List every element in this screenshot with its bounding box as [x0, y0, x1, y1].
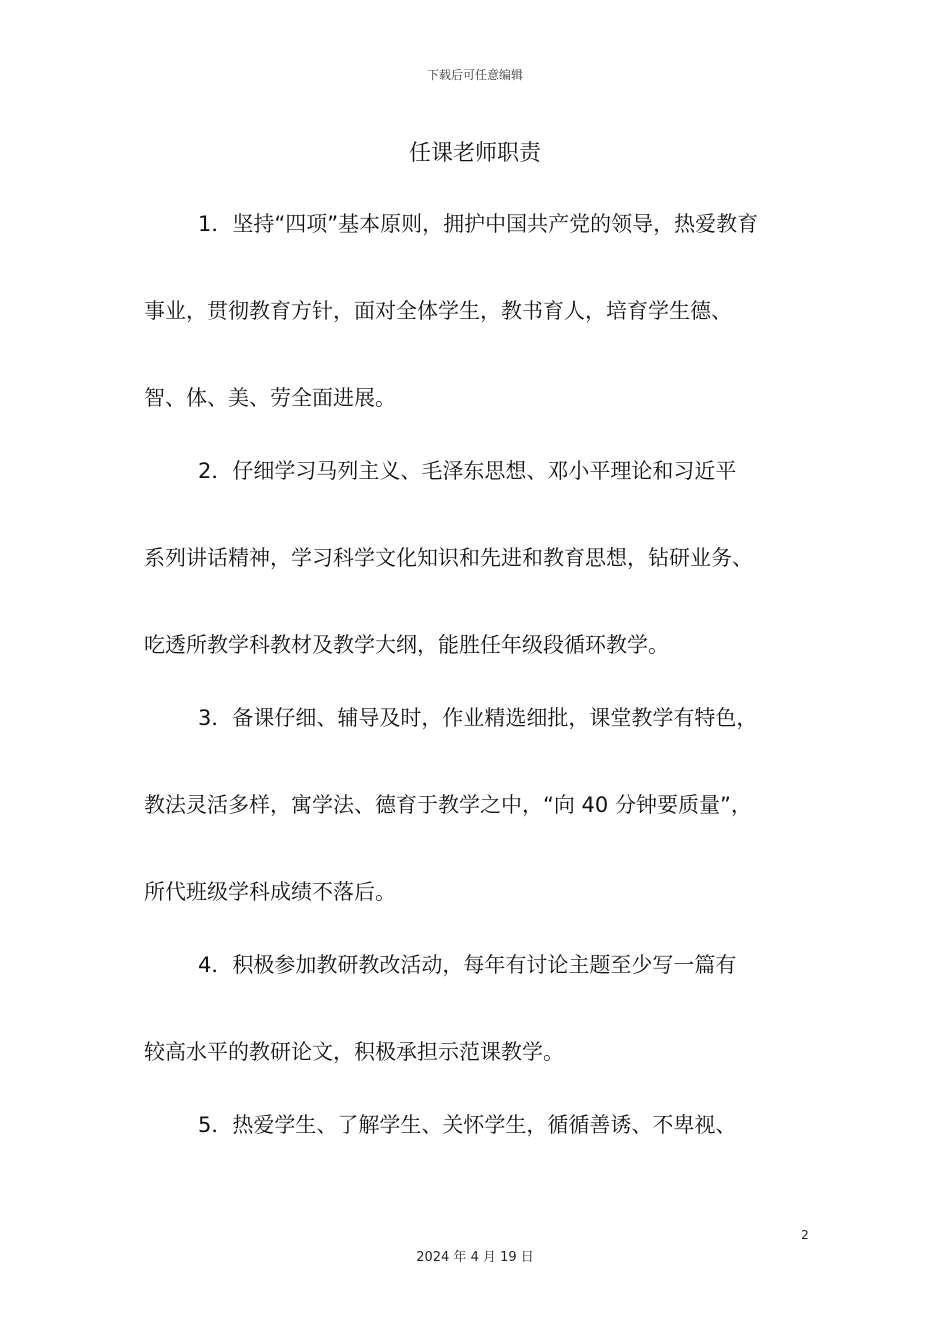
paragraph-1-line-2: 事业，贯彻教育方针，面对全体学生，教书育人，培育学生德、	[144, 299, 732, 323]
header-note: 下载后可任意编辑	[426, 68, 523, 82]
paragraph-3-line-3: 所代班级学科成绩不落后。	[144, 880, 396, 904]
paragraph-1-line-3: 智、体、美、劳全面进展。	[144, 386, 396, 410]
paragraph-5-line-1: 5．热爱学生、了解学生、关怀学生，循循善诱、不卑视、	[198, 1113, 737, 1137]
paragraph-3-line-1: 3．备课仔细、辅导及时，作业精选细批，课堂教学有特色，	[198, 706, 758, 730]
paragraph-4-line-1: 4．积极参加教研教改活动，每年有讨论主题至少写一篇有	[198, 953, 737, 977]
page-number: 2	[801, 1228, 809, 1242]
paragraph-1-line-1: 1．坚持“四项”基本原则，拥护中国共产党的领导，热爱教育	[198, 212, 759, 236]
paragraph-3-line-2: 教法灵活多样，寓学法、德育于教学之中，“向 40 分钟要质量”，	[144, 793, 752, 817]
paragraph-2-line-2: 系列讲话精神，学习科学文化知识和先进和教育思想，钻研业务、	[144, 546, 753, 570]
document-title: 任课老师职责	[408, 141, 541, 166]
paragraph-4-line-2: 较高水平的教研论文，积极承担示范课教学。	[144, 1040, 564, 1064]
paragraph-2-line-1: 2．仔细学习马列主义、毛泽东思想、邓小平理论和习近平	[198, 459, 737, 483]
footer-date: 2024 年 4 月 19 日	[416, 1250, 534, 1265]
paragraph-2-line-3: 吃透所教学科教材及教学大纲，能胜任年级段循环教学。	[144, 633, 669, 657]
